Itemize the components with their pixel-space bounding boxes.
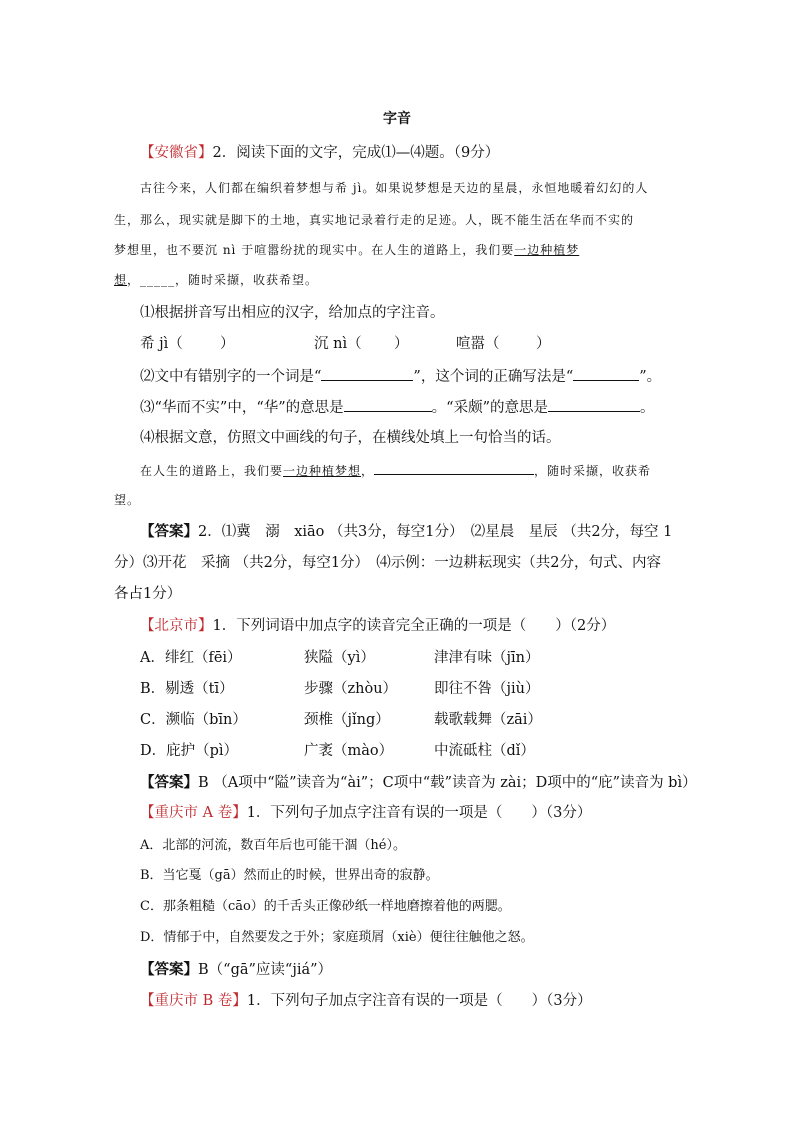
- sub-question-2: ⑵文中有错别字的一个词是“ ”，这个词的正确写法是“ ”。: [140, 366, 684, 387]
- underlined-sentence: 一边种植梦: [514, 243, 580, 257]
- option-row: C．那条粗糙（cāo）的千舌头正像砂纸一样地磨擦着他的两腮。: [140, 899, 511, 914]
- beijing-question-header: 【北京市】1．下列词语中加点字的读音完全正确的一项是（ ）（2分）: [140, 618, 616, 634]
- sub-question-4: ⑷根据文意，仿照文中画线的句子，在横线处填上一句恰当的话。: [140, 430, 561, 446]
- question-intro: 2．阅读下面的文字，完成⑴—⑷题。（9分）: [212, 145, 500, 161]
- answer-line-1: 【答案】2．⑴冀 溺 xiāo （共3分，每空1分） ⑵星晨 星辰 （共2分，每空 1: [140, 523, 673, 540]
- region-tag: 【重庆市 B 卷】: [140, 993, 247, 1009]
- sub-question-3: ⑶“华而不实”中，“华”的意思是 。“采颇”的意思是 。: [140, 397, 684, 418]
- sub-question-4-line: 在人生的道路上，我们要一边种植梦想， ，随时采撷，收获希: [140, 460, 684, 481]
- option-row: C．濒临（bīn） 颈椎（jǐng） 载歌载舞（zāi）: [140, 712, 542, 728]
- option-row: B．当它戛（gā）然而止的时候，世界出奇的寂静。: [140, 868, 439, 883]
- option-row: B．剔透（tī） 步骤（zhòu） 即往不咎（jiù）: [140, 681, 540, 697]
- option-row: D．庇护（pì） 广袤（mào） 中流砥柱（dǐ）: [140, 743, 535, 759]
- answer-tag: 【答案】: [140, 774, 198, 791]
- sub-question-1: ⑴根据拼音写出相应的汉字，给加点的字注音。: [140, 305, 445, 321]
- answer-line-3: 各占1分）: [114, 586, 182, 602]
- region-tag: 【北京市】: [140, 618, 213, 634]
- answer-line: 【答案】B（“gā”应读“jiá”）: [140, 961, 333, 978]
- chongqing-a-question-header: 【重庆市 A 卷】1．下列句子加点字注音有误的一项是（ ）（3分）: [140, 805, 592, 821]
- answer-tag: 【答案】: [140, 961, 198, 978]
- answer-blank[interactable]: [374, 460, 534, 475]
- passage-line-1: 古往今来，人们都在编织着梦想与希 jì。如果说梦想是天边的星晨，永恒地暖着幻幻的人: [140, 181, 649, 195]
- answer-line-2: 分）⑶开花 采摘 （共2分，每空1分） ⑷示例：一边耕耘现实（共2分，句式、内容: [114, 555, 662, 571]
- chongqing-b-question-header: 【重庆市 B 卷】1．下列句子加点字注音有误的一项是（ ）（3分）: [140, 993, 592, 1009]
- sub-question-1-blanks: 希 jì（ ） 沉 nì（ ） 喧嚣（ ）: [140, 336, 551, 352]
- answer-line: 【答案】B （A项中“隘”读音为“ài”；C项中“载”读音为 zài；D项中的“庇”读音为 bì）: [140, 774, 697, 791]
- option-row: A．绯红（fēi） 狭隘（yì） 津津有味（jīn）: [140, 650, 540, 666]
- answer-blank[interactable]: [344, 397, 432, 412]
- region-tag: 【重庆市 A 卷】: [140, 805, 247, 821]
- anhui-question-header: [140, 143, 684, 163]
- passage-line-4: 想，_____，随时采撷，收获希望。: [114, 273, 319, 287]
- passage-line-2: 生，那么，现实就是脚下的土地，真实地记录着行走的足迹。人，既不能生活在华而不实的: [114, 213, 635, 227]
- answer-blank[interactable]: [548, 397, 640, 412]
- page-title: 字音: [383, 111, 411, 127]
- option-row: A．北部的河流，数百年后也可能干涸（hé）。: [140, 838, 406, 853]
- option-row: D．情郁于中，自然要发之于外；家庭琐屑（xiè）便往往触他之怒。: [140, 930, 534, 945]
- answer-blank[interactable]: [321, 366, 413, 381]
- answer-blank[interactable]: [573, 366, 639, 381]
- passage-line-3: 梦想里，也不要沉 nì 于喧嚣纷扰的现实中。在人生的道路上，我们要一边种植梦: [114, 243, 580, 257]
- region-tag: 【安徽省】: [140, 145, 213, 161]
- answer-tag: 【答案】: [140, 523, 198, 540]
- sub-question-4-line-2: 望。: [114, 493, 141, 507]
